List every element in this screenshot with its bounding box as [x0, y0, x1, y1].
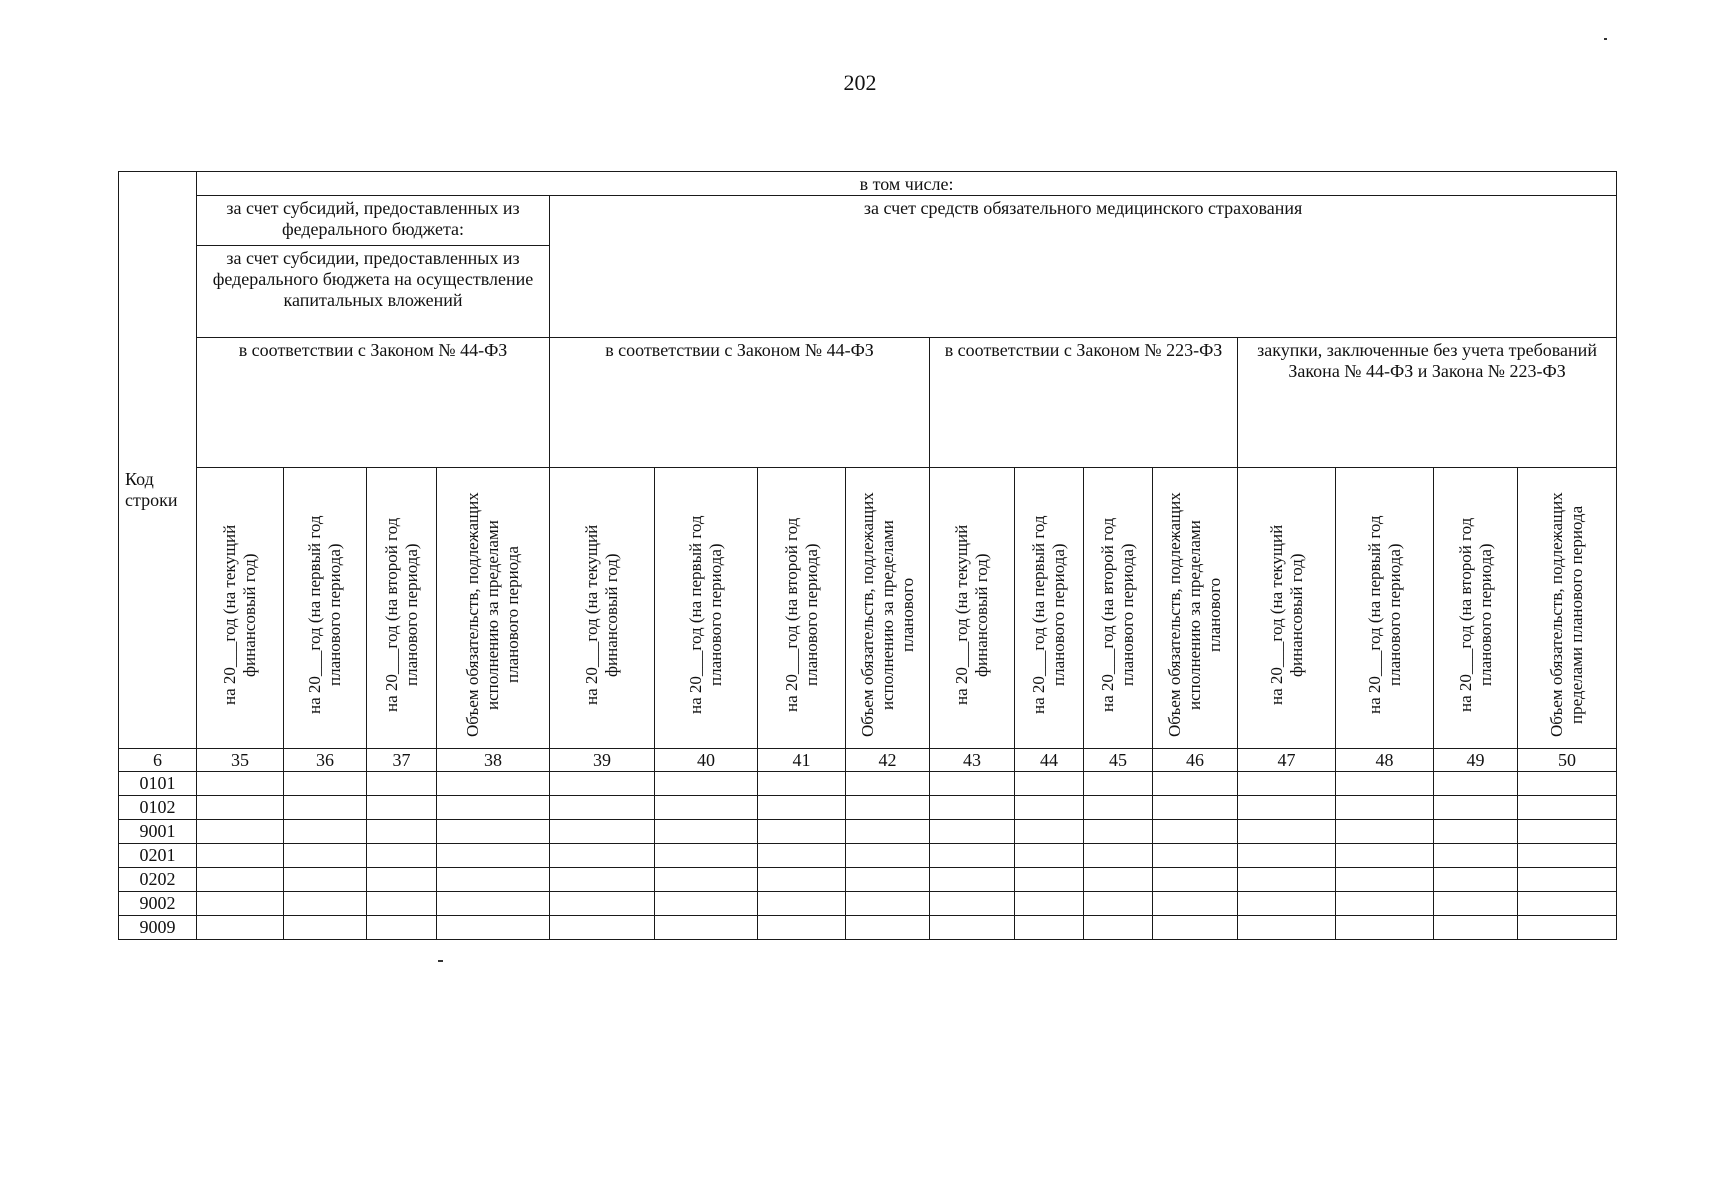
- table-cell: [1015, 820, 1084, 844]
- table-cell: [1153, 796, 1238, 820]
- table-cell: [1518, 916, 1617, 940]
- table-cell: [1434, 796, 1518, 820]
- scan-mark: [1604, 38, 1607, 40]
- row-code: 0102: [119, 796, 197, 820]
- table-cell: [367, 916, 437, 940]
- table-cell: [930, 844, 1015, 868]
- table-cell: [284, 772, 367, 796]
- column-number: 41: [758, 749, 846, 772]
- table-cell: [1015, 892, 1084, 916]
- column-header-text: Объем обязательств, подлежащих пределами планового периода: [1547, 492, 1587, 738]
- column-number: 50: [1518, 749, 1617, 772]
- column-number: 35: [197, 749, 284, 772]
- table-cell: [437, 844, 550, 868]
- table-cell: [1518, 892, 1617, 916]
- table-cell: [1153, 916, 1238, 940]
- column-number: 36: [284, 749, 367, 772]
- column-header: [1084, 468, 1153, 749]
- table-cell: [1434, 868, 1518, 892]
- table-cell: [550, 916, 655, 940]
- table-cell: [1084, 844, 1153, 868]
- table-cell: [655, 796, 758, 820]
- column-header-text: на 20___год (на второй год планового периода): [381, 517, 421, 713]
- table-cell: [758, 916, 846, 940]
- table-cell: [284, 844, 367, 868]
- column-number: 37: [367, 749, 437, 772]
- table-cell: [846, 772, 930, 796]
- table-cell: [1434, 772, 1518, 796]
- table-cell: [846, 796, 930, 820]
- table-cell: [655, 844, 758, 868]
- table-cell: [1015, 844, 1084, 868]
- table-cell: [284, 892, 367, 916]
- table-cell: [1084, 916, 1153, 940]
- table-cell: [1238, 820, 1336, 844]
- table-cell: [930, 868, 1015, 892]
- row-code: 0201: [119, 844, 197, 868]
- column-header: [930, 468, 1015, 749]
- table-cell: [1015, 868, 1084, 892]
- column-number: 38: [437, 749, 550, 772]
- column-header: [1518, 468, 1617, 749]
- column-number: 6: [119, 749, 197, 772]
- column-header-text: Объем обязательств, подлежащих исполнению за пределами планового: [1165, 492, 1224, 738]
- column-header: [284, 468, 367, 749]
- table-cell: [846, 892, 930, 916]
- column-header: [1153, 468, 1238, 749]
- table-cell: [1336, 868, 1434, 892]
- table-cell: [1015, 916, 1084, 940]
- table-cell: [930, 892, 1015, 916]
- row-code: 9002: [119, 892, 197, 916]
- table-cell: [437, 868, 550, 892]
- column-header-text: на 20___год (на второй год планового периода): [781, 517, 821, 713]
- column-header: [758, 468, 846, 749]
- table-cell: [1153, 820, 1238, 844]
- table-cell: [758, 868, 846, 892]
- table-cell: [197, 916, 284, 940]
- table-cell: [1336, 796, 1434, 820]
- table-cell: [655, 892, 758, 916]
- table-cell: [367, 892, 437, 916]
- table-cell: [550, 796, 655, 820]
- column-number: 46: [1153, 749, 1238, 772]
- column-header: [437, 468, 550, 749]
- table-cell: [655, 772, 758, 796]
- column-number: 39: [550, 749, 655, 772]
- column-header-text: Объем обязательств, подлежащих исполнению за пределами планового: [857, 492, 917, 738]
- report-table: [118, 171, 1617, 940]
- table-cell: [1336, 844, 1434, 868]
- column-header-text: на 20___год (на первый год планового периода): [305, 515, 344, 715]
- table-cell: [655, 868, 758, 892]
- table-cell: [197, 820, 284, 844]
- table-row: [119, 916, 1617, 940]
- law44-oms-header: в соответствии с Законом № 44-ФЗ: [550, 338, 930, 468]
- table-cell: [758, 844, 846, 868]
- table-cell: [758, 796, 846, 820]
- row-code: 0202: [119, 868, 197, 892]
- page-number: 202: [843, 70, 877, 95]
- table-cell: [1518, 844, 1617, 868]
- column-header: [197, 468, 284, 749]
- column-number: 47: [1238, 749, 1336, 772]
- table-cell: [1238, 916, 1336, 940]
- column-header: [1336, 468, 1434, 749]
- column-header: [550, 468, 655, 749]
- table-cell: [655, 820, 758, 844]
- table-cell: [550, 820, 655, 844]
- column-number-row: [119, 749, 1617, 772]
- table-cell: [1084, 772, 1153, 796]
- table-cell: [437, 892, 550, 916]
- table-cell: [197, 772, 284, 796]
- table-cell: [367, 868, 437, 892]
- table-cell: [550, 772, 655, 796]
- table-cell: [1238, 772, 1336, 796]
- table-cell: [1336, 916, 1434, 940]
- table-cell: [846, 916, 930, 940]
- table-cell: [437, 796, 550, 820]
- column-number: 44: [1015, 749, 1084, 772]
- table-row: [119, 892, 1617, 916]
- column-header-text: на 20___год (на второй год планового периода): [1098, 517, 1137, 713]
- table-cell: [758, 892, 846, 916]
- table-cell: [284, 868, 367, 892]
- table-cell: [1238, 844, 1336, 868]
- table-row: [119, 820, 1617, 844]
- table-cell: [1434, 844, 1518, 868]
- scan-mark: [438, 960, 443, 962]
- table-cell: [437, 820, 550, 844]
- table-cell: [1518, 820, 1617, 844]
- column-header-text: на 20___год (на первый год планового периода): [686, 515, 725, 715]
- table-cell: [1015, 772, 1084, 796]
- table-cell: [1434, 916, 1518, 940]
- code-column-header: Код строки: [119, 172, 197, 749]
- table-cell: [1084, 892, 1153, 916]
- table-cell: [1153, 892, 1238, 916]
- column-number: 48: [1336, 749, 1434, 772]
- column-number: 49: [1434, 749, 1518, 772]
- table-cell: [846, 868, 930, 892]
- federal-subsidy-header: за счет субсидий, предоставленных из федерального бюджета:: [197, 196, 550, 246]
- table-cell: [1238, 868, 1336, 892]
- column-header-text: на 20___год (на текущий финансовый год): [220, 524, 259, 706]
- no-law-oms-header: закупки, заключенные без учета требований Закона № 44-ФЗ и Закона № 223-ФЗ: [1238, 338, 1617, 468]
- column-header: [1238, 468, 1336, 749]
- table-cell: [930, 772, 1015, 796]
- table-cell: [284, 916, 367, 940]
- column-header-text: на 20___год (на текущий финансовый год): [582, 524, 621, 706]
- table-cell: [437, 916, 550, 940]
- table-cell: [758, 772, 846, 796]
- law44-federal-header: в соответствии с Законом № 44-ФЗ: [197, 338, 550, 468]
- table-cell: [197, 796, 284, 820]
- column-header: [1015, 468, 1084, 749]
- table-cell: [284, 820, 367, 844]
- table-cell: [1518, 796, 1617, 820]
- table-cell: [1015, 796, 1084, 820]
- table-cell: [1084, 868, 1153, 892]
- table-cell: [846, 844, 930, 868]
- table-cell: [930, 796, 1015, 820]
- table-cell: [1336, 772, 1434, 796]
- table-row: [119, 844, 1617, 868]
- column-header: [846, 468, 930, 749]
- table-cell: [1153, 844, 1238, 868]
- column-header-text: на 20___год (на первый год планового периода): [1029, 515, 1068, 715]
- row-code: 9009: [119, 916, 197, 940]
- column-header-text: на 20___год (на текущий финансовый год): [952, 524, 991, 706]
- table-cell: [758, 820, 846, 844]
- table-cell: [1084, 796, 1153, 820]
- table-cell: [1518, 772, 1617, 796]
- capital-subsidy-header: за счет субсидии, предоставленных из федерального бюджета на осуществление капитальных вложений: [197, 246, 550, 338]
- table-cell: [1238, 796, 1336, 820]
- column-header: [1434, 468, 1518, 749]
- column-header-text: на 20___год (на второй год планового периода): [1455, 517, 1495, 713]
- row-code: 9001: [119, 820, 197, 844]
- table-cell: [367, 772, 437, 796]
- column-number: 43: [930, 749, 1015, 772]
- table-cell: [197, 844, 284, 868]
- table-cell: [1336, 820, 1434, 844]
- column-header-text: Объем обязательств, подлежащих исполнению за пределами планового периода: [463, 492, 522, 738]
- row-code: 0101: [119, 772, 197, 796]
- table-cell: [1434, 820, 1518, 844]
- table-cell: [197, 892, 284, 916]
- table-cell: [367, 820, 437, 844]
- table-cell: [1238, 892, 1336, 916]
- table-cell: [197, 868, 284, 892]
- table-cell: [367, 796, 437, 820]
- column-header-text: на 20___год (на текущий финансовый год): [1266, 524, 1306, 706]
- table-cell: [1084, 820, 1153, 844]
- table-cell: [1153, 772, 1238, 796]
- table-cell: [1336, 892, 1434, 916]
- law223-oms-header: в соответствии с Законом № 223-ФЗ: [930, 338, 1238, 468]
- column-number: 40: [655, 749, 758, 772]
- including-header: в том числе:: [197, 172, 1617, 196]
- table-cell: [284, 796, 367, 820]
- column-number: 45: [1084, 749, 1153, 772]
- column-header: [655, 468, 758, 749]
- table-cell: [930, 916, 1015, 940]
- table-cell: [550, 892, 655, 916]
- oms-header: за счет средств обязательного медицинского страхования: [550, 196, 1617, 338]
- table-row: [119, 868, 1617, 892]
- table-cell: [930, 820, 1015, 844]
- table-row: [119, 796, 1617, 820]
- table-cell: [1434, 892, 1518, 916]
- table-cell: [437, 772, 550, 796]
- table-cell: [550, 844, 655, 868]
- column-header: [367, 468, 437, 749]
- table-row: [119, 772, 1617, 796]
- column-header-text: на 20___год (на первый год планового периода): [1364, 515, 1404, 715]
- table-cell: [367, 844, 437, 868]
- table-cell: [550, 868, 655, 892]
- column-number: 42: [846, 749, 930, 772]
- table-cell: [1518, 868, 1617, 892]
- table-cell: [655, 916, 758, 940]
- table-cell: [1153, 868, 1238, 892]
- table-cell: [846, 820, 930, 844]
